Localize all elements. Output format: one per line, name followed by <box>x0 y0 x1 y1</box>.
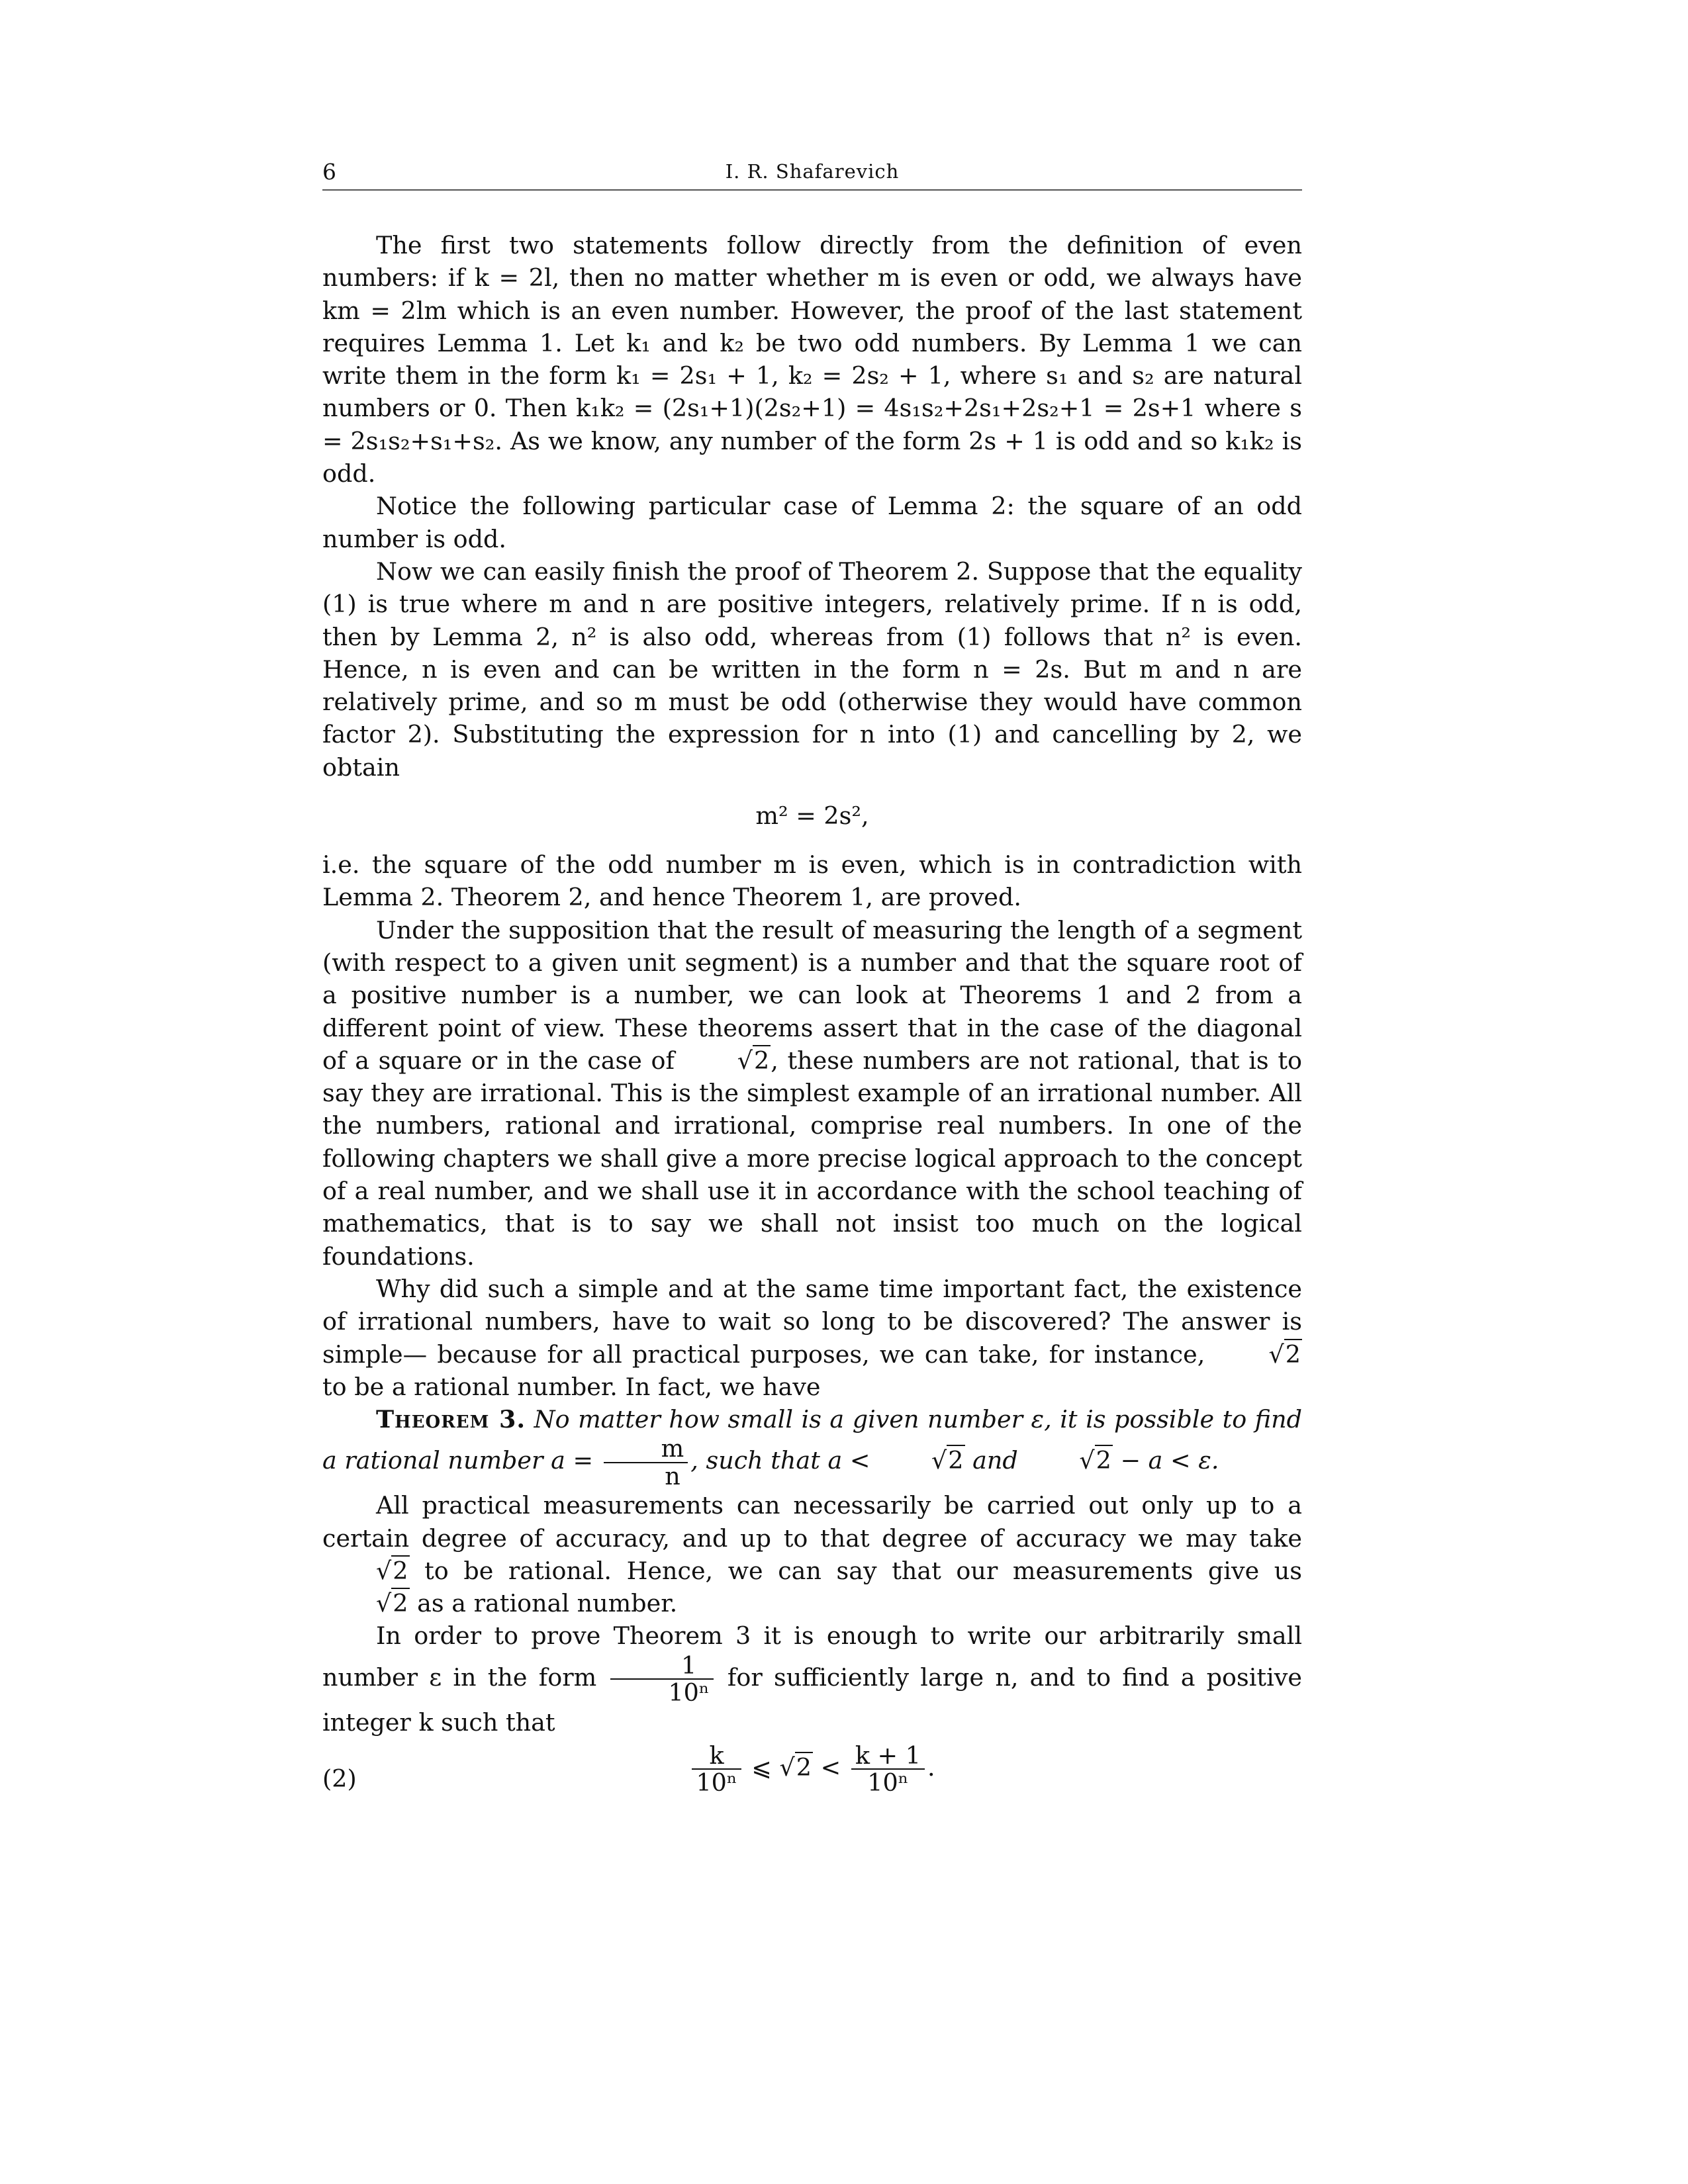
equation-2-content <box>322 1743 1302 1796</box>
fraction-numerator: k <box>692 1743 741 1770</box>
running-title: I. R. Shafarevich <box>725 160 900 183</box>
p6-text-pre: Why did such a simple and at the same time important fact, the existence of irrational numbers, have to wait so long to be discovered? The answer is simple— because for all practical purposes, we can take, for instance, <box>322 1274 1302 1369</box>
p6-text-post: to be a rational number. In fact, we have <box>322 1372 821 1401</box>
sqrt-two <box>684 1044 771 1077</box>
theorem-text-b: , such that a < <box>690 1446 870 1475</box>
fraction-numerator: 1 <box>610 1653 713 1680</box>
p8-text-b: for sufficiently large n, and to find a positive integer k such that <box>322 1662 1302 1737</box>
paragraph-1 <box>322 229 1302 490</box>
equation-end-period: . <box>927 1752 935 1782</box>
paragraph-6 <box>322 1273 1302 1403</box>
p7-text-c: as a rational number. <box>417 1589 678 1618</box>
sqrt-argument: 2 <box>393 1556 408 1585</box>
sqrt-sign: √ <box>779 1752 795 1782</box>
paragraph-2: Notice the following particular case of Lemma 2: the square of an odd number is odd. <box>322 492 1302 553</box>
fraction-denominator: 10ⁿ <box>867 1768 909 1797</box>
sqrt-argument: 2 <box>1096 1446 1111 1475</box>
sqrt-argument: 2 <box>1285 1340 1301 1369</box>
paragraph-8 <box>322 1619 1302 1738</box>
sqrt-two <box>780 1751 814 1784</box>
sqrt-argument: 2 <box>796 1752 812 1782</box>
paragraph-4: i.e. the square of the odd number m is even, which is in contradiction with Lemma 2. Theorem 2, and hence Theorem 1, are proved. <box>322 850 1302 912</box>
sqrt-sign: √ <box>737 1046 753 1075</box>
fraction-denominator: 10ⁿ <box>696 1768 737 1797</box>
sqrt-two <box>322 1555 410 1587</box>
p8-text-a: In order to prove Theorem 3 it is enough to write our arbitrarily small number ε in the form <box>322 1621 1302 1692</box>
sqrt-two <box>1025 1444 1113 1477</box>
fraction-numerator: k + 1 <box>851 1743 925 1770</box>
fraction-denominator: 10ⁿ <box>668 1678 710 1707</box>
fraction-numerator: m <box>604 1435 688 1463</box>
relation-leq: ⩽ <box>751 1752 772 1782</box>
theorem-text-d: − a < ε. <box>1120 1446 1219 1475</box>
p1-line-f: k₁k₂ = (2s₁+1)(2s₂+1) = 4s₁s₂+2s₁+2s₂+1 = 2s+1 where s = 2s₁s₂+s₁+s₂. <box>322 394 1303 455</box>
running-header <box>322 159 1302 191</box>
sqrt-two <box>878 1444 965 1477</box>
sqrt-two <box>1215 1338 1303 1371</box>
page-body <box>322 229 1302 1822</box>
p1-line-a: The first two statements follow directly from the definition of even numbers: if <box>322 231 1302 293</box>
fraction-m-over-n <box>604 1435 688 1489</box>
sqrt-argument: 2 <box>948 1446 964 1475</box>
sqrt-argument: 2 <box>393 1589 408 1618</box>
p7-text-b: to be rational. Hence, we can say that our measurements give us <box>424 1556 1303 1585</box>
page-number: 6 <box>322 159 336 185</box>
p1-line-e: k₁ = 2s₁ + 1, k₂ = 2s₂ + 1, where s₁ and s₂ are natural numbers or 0. Then <box>322 361 1302 423</box>
p1-line-d: Let k₁ and k₂ be two odd numbers. By Lemma 1 we can write them in the form <box>322 328 1302 390</box>
display-equation-m2: m² = 2s², <box>755 801 869 831</box>
p1-line-g: As we know, any number of the form 2s + 1 is odd and so k₁k₂ is odd. <box>322 426 1302 488</box>
theorem-label: Theorem 3. <box>376 1405 526 1434</box>
sqrt-sign: √ <box>1079 1446 1095 1475</box>
display-equation-2 <box>322 1743 1302 1822</box>
sqrt-argument: 2 <box>753 1046 770 1075</box>
paragraph-5 <box>322 914 1302 1273</box>
theorem-3 <box>322 1403 1302 1489</box>
fraction-k-plus-one-over-ten-n <box>851 1743 925 1796</box>
sqrt-sign: √ <box>376 1589 392 1618</box>
p1-line-b: k = 2l, then no matter whether m is even or odd, we always have km = 2lm which <box>322 263 1302 325</box>
p1-line-c: is an even number. However, the proof of the last statement requires Lemma 1. <box>322 296 1302 357</box>
paragraph-3: Now we can easily finish the proof of Theorem 2. Suppose that the equality (1) is true where m and n are positive integers, relatively prime. If n is odd, then by Lemma 2, n² is also odd, whereas from (1) follows that n² is even. Hence, n is even and can be written in the form n = 2s. But m and n are relatively prime, and so m must be odd (otherwise they would have common factor 2). Substituting the expression for n into (1) and cancelling by 2, we obtain <box>322 557 1302 782</box>
p5-text-post: , these numbers are not rational, that is to say they are irrational. This is the simplest example of an irrational number. All the numbers, rational and irrational, comprise real numbers. In one of the following chapters we shall give a more precise logical approach to the concept of a real number, and we shall use it in accordance with the school teaching of mathematics, that is to say we shall not insist too much on the logical foundations. <box>322 1046 1302 1271</box>
relation-lt: < <box>820 1752 841 1782</box>
fraction-denominator: n <box>665 1461 680 1490</box>
sqrt-sign: √ <box>1268 1340 1284 1369</box>
p5-text-pre: Under the supposition that the result of measuring the length of a segment (with respect to a given unit segment) is a number and that the square root of a positive number is a number, we can look at Theorems 1 and 2 from a different point of view. These theorems assert that in the case of the diagonal of a square or in the case of <box>322 915 1302 1075</box>
sqrt-sign: √ <box>376 1556 392 1585</box>
theorem-text-c: and <box>972 1446 1018 1475</box>
p7-text-a: All practical measurements can necessarily be carried out only up to a certain degree of accuracy, and up to that degree of accuracy we may take <box>322 1491 1302 1553</box>
theorem-text-a: No matter how small is a given number ε, it is possible to find a rational number a = <box>322 1405 1302 1475</box>
paragraph-7 <box>322 1489 1302 1619</box>
sqrt-two <box>322 1587 410 1619</box>
equation-number: (2) <box>322 1764 357 1793</box>
book-page <box>322 159 1302 1822</box>
fraction-one-over-ten-n <box>610 1653 713 1706</box>
fraction-k-over-ten-n <box>692 1743 741 1796</box>
sqrt-sign: √ <box>931 1446 947 1475</box>
